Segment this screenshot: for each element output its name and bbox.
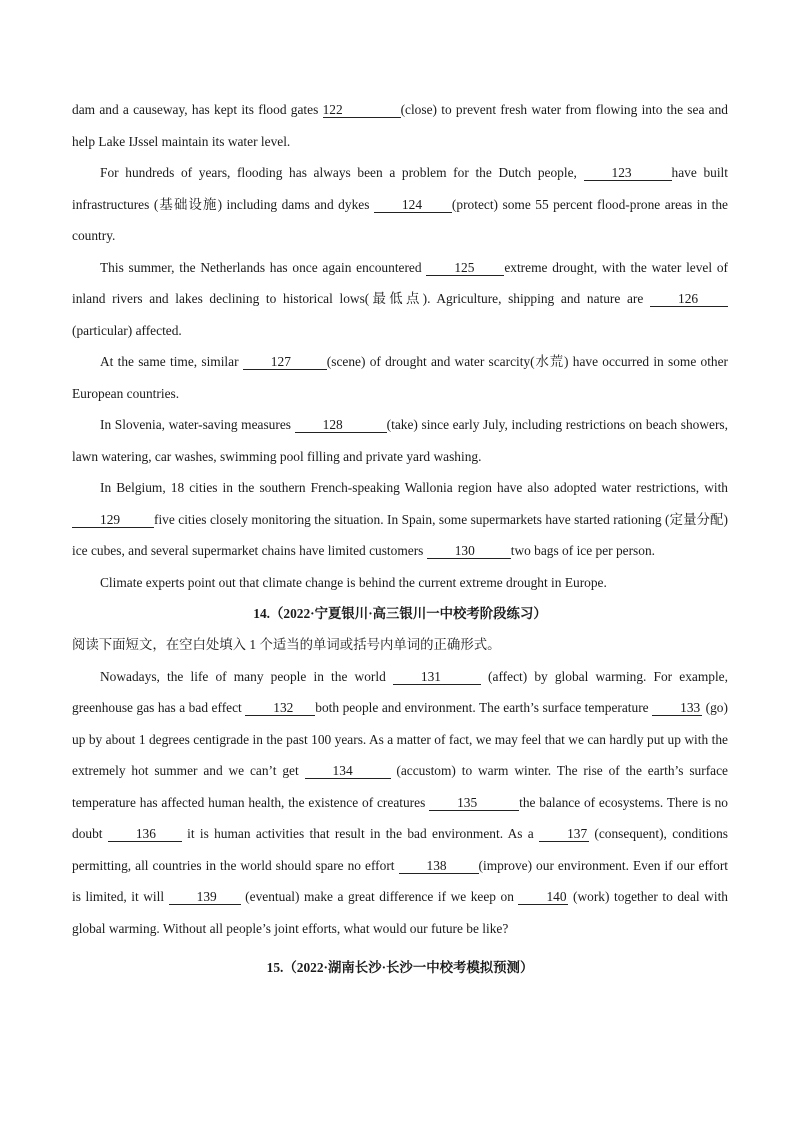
- blank-126[interactable]: 126: [650, 291, 728, 307]
- blank-133[interactable]: 133: [652, 700, 702, 716]
- paragraph-text: (work) together to deal with global warming. Without all people’s joint efforts, what would our future be like?: [72, 889, 728, 936]
- blank-122[interactable]: 122: [323, 102, 401, 118]
- paragraph-text: (affect) by global warming. For example, greenhouse gas has a bad effect: [72, 668, 728, 715]
- question-instruction: 阅读下面短文，在空白处填入 1 个适当的单词或括号内单词的正确形式。: [72, 637, 501, 652]
- blank-136[interactable]: 136: [108, 826, 182, 842]
- paragraph-text: (protect) some 55 percent flood-prone areas in the country.: [72, 196, 729, 243]
- paragraph-text: (improve) our environment. Even if our effort is limited, it will: [72, 857, 728, 904]
- paragraph-text: In Belgium, 18 cities in the southern French-speaking Wallonia region have also adopted water restrictions, with: [100, 480, 728, 495]
- paragraph-text: Nowadays, the life of many people in the world: [100, 668, 393, 684]
- paragraph-text: At the same time, similar: [100, 354, 243, 369]
- paragraph-text: In Slovenia, water-saving measures: [100, 417, 295, 432]
- paragraph-text: (accustom) to warm winter. The rise of the earth’s surface temperature has affected human health, the existence of creatures: [72, 763, 728, 810]
- paragraph: [72, 409, 728, 472]
- blank-128[interactable]: 128: [295, 417, 387, 433]
- blank-137[interactable]: 137: [539, 826, 589, 842]
- paragraph: [72, 472, 728, 567]
- blank-139[interactable]: 139: [169, 889, 241, 905]
- question-heading-15: 15.（2022·湖南长沙·长沙一中校考模拟预测）: [266, 960, 534, 975]
- paragraph-text: (scene) of drought and water scarcity(水荒) have occurred in some other European countries.: [72, 354, 729, 401]
- paragraph-text: For hundreds of years, flooding has always been a problem for the Dutch people,: [100, 165, 584, 180]
- blank-134[interactable]: 134: [305, 763, 391, 779]
- question-heading-14: 14.（2022·宁夏银川·高三银川一中校考阶段练习）: [253, 606, 547, 621]
- paragraph-text: (take) since early July, including restrictions on beach showers, lawn watering, car washes, swimming pool filling and private yard washing.: [72, 417, 728, 464]
- paragraph-text: (eventual) make a great difference if we keep on: [240, 889, 519, 904]
- paragraph: [72, 661, 728, 945]
- blank-131[interactable]: 131: [393, 669, 481, 685]
- blank-138[interactable]: 138: [399, 858, 479, 874]
- blank-132[interactable]: 132: [245, 700, 315, 716]
- paragraph: Climate experts point out that climate change is behind the current extreme drought in Europe.: [100, 574, 607, 590]
- blank-130[interactable]: 130: [427, 543, 511, 559]
- paragraph-text: it is human activities that result in the bad environment. As a: [181, 826, 540, 841]
- paragraph: [72, 252, 728, 347]
- paragraph: [72, 157, 728, 252]
- paragraph-text: both people and environment. The earth’s surface temperature: [315, 700, 653, 715]
- paragraph: [72, 346, 728, 409]
- paragraph-text: (go) up by about 1 degrees centigrade in the past 100 years. As a matter of fact, we may feel that we can hardly put up with the extremely hot summer and we can’t get: [72, 700, 728, 778]
- document-page: [72, 94, 728, 983]
- paragraph-text: (particular) affected.: [72, 322, 182, 338]
- blank-124[interactable]: 124: [374, 197, 452, 213]
- blank-129[interactable]: 129: [72, 512, 154, 528]
- paragraph-text: five cities closely monitoring the situation. In Spain, some supermarkets have started rationing (定量分配) ice cubes, and several supermarket chains have limited customers: [72, 511, 728, 558]
- paragraph-text: (close) to prevent fresh water from flowing into the sea and help Lake IJssel maintain its water level.: [72, 102, 728, 149]
- blank-127[interactable]: 127: [243, 354, 327, 370]
- paragraph: [72, 94, 728, 157]
- blank-125[interactable]: 125: [426, 260, 504, 276]
- paragraph-text: extreme drought, with the water level of inland rivers and lakes declining to historical lows(最低点). Agriculture, shipping and nature are: [72, 259, 728, 306]
- paragraph-text: two bags of ice per person.: [510, 543, 656, 558]
- paragraph-text: (consequent), conditions permitting, all countries in the world should spare no effort: [72, 826, 728, 873]
- paragraph-text: have built infrastructures (基础设施) including dams and dykes: [72, 165, 728, 212]
- blank-123[interactable]: 123: [584, 165, 672, 181]
- blank-140[interactable]: 140: [518, 889, 568, 905]
- paragraph-text: This summer, the Netherlands has once again encountered: [100, 259, 427, 275]
- paragraph-text: dam and a causeway, has kept its flood gates: [72, 102, 323, 117]
- blank-135[interactable]: 135: [429, 795, 519, 811]
- paragraph-text: the balance of ecosystems. There is no doubt: [72, 794, 729, 841]
